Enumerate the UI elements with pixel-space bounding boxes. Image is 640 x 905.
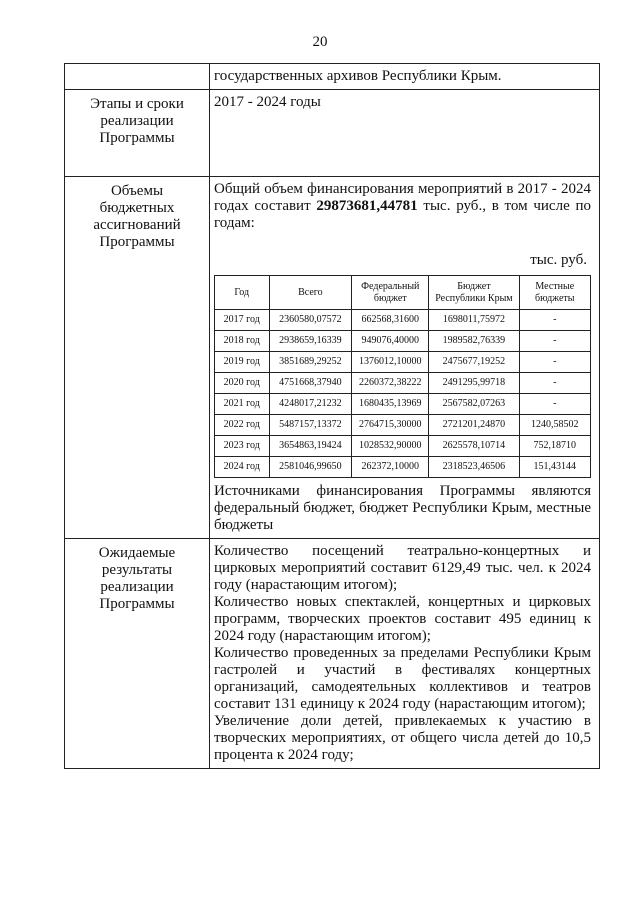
stages-label: Этапы и сроки реализации Программы <box>65 90 210 177</box>
year-cell: 2023 год <box>215 436 270 457</box>
budget-intro-after: тыс. руб., в том числе по годам: <box>214 198 592 231</box>
financing-row <box>215 415 591 436</box>
republic-cell: 1989582,76339 <box>429 331 519 352</box>
financing-header-row <box>215 276 591 310</box>
federal-cell: 262372,10000 <box>352 457 429 478</box>
republic-cell: 2491295,99718 <box>429 373 519 394</box>
program-passport-table <box>64 63 600 769</box>
header-federal: Федеральный бюджет <box>352 276 429 310</box>
budget-total: 29873681,44781 <box>316 198 418 214</box>
year-cell: 2021 год <box>215 394 270 415</box>
row-stages <box>65 90 600 177</box>
stages-value: 2017 - 2024 годы <box>210 90 600 177</box>
federal-cell: 2764715,30000 <box>352 415 429 436</box>
total-cell: 3654863,19424 <box>269 436 352 457</box>
financing-by-year-table <box>214 275 591 478</box>
total-cell: 4248017,21232 <box>269 394 352 415</box>
local-cell: - <box>519 331 590 352</box>
local-cell: 752,18710 <box>519 436 590 457</box>
year-cell: 2022 год <box>215 415 270 436</box>
federal-cell: 2260372,38222 <box>352 373 429 394</box>
financing-row <box>215 331 591 352</box>
local-cell: 151,43144 <box>519 457 590 478</box>
budget-intro <box>214 181 591 232</box>
federal-cell: 1680435,13969 <box>352 394 429 415</box>
local-cell: - <box>519 373 590 394</box>
financing-row <box>215 352 591 373</box>
header-local: Местные бюджеты <box>519 276 590 310</box>
header-republic: Бюджет Республики Крым <box>429 276 519 310</box>
local-cell: - <box>519 310 590 331</box>
federal-cell: 1376012,10000 <box>352 352 429 373</box>
total-cell: 4751668,37940 <box>269 373 352 394</box>
financing-row <box>215 457 591 478</box>
results-label: Ожидаемые результаты реализации Программы <box>65 539 210 769</box>
page-number: 20 <box>312 34 328 50</box>
federal-cell: 662568,31600 <box>352 310 429 331</box>
budget-cell <box>210 177 600 539</box>
total-cell: 3851689,29252 <box>269 352 352 373</box>
financing-row <box>215 436 591 457</box>
result-item: Количество проведенных за пределами Республики Крым гастролей и участий в фестивалях концертных организаций, самодеятельных коллективов и театров составит 131 единицу к 2024 году (нарастающим итогом); <box>214 645 591 712</box>
total-cell: 2360580,07572 <box>269 310 352 331</box>
header-year: Год <box>215 276 270 310</box>
budget-label: Объемы бюджетных ассигнований Программы <box>65 177 210 539</box>
republic-cell: 2567582,07263 <box>429 394 519 415</box>
results-cell <box>210 539 600 769</box>
result-item: Количество новых спектаклей, концертных и цирковых программ, творческих проектов составит 495 единиц к 2024 году (нарастающим итогом); <box>214 594 591 644</box>
budget-intro-before: Общий объем финансирования мероприятий в 2017 - 2024 годах составит <box>214 181 591 214</box>
total-cell: 5487157,13372 <box>269 415 352 436</box>
row-results <box>65 539 600 769</box>
federal-cell: 1028532,90000 <box>352 436 429 457</box>
republic-cell: 2721201,24870 <box>429 415 519 436</box>
financing-row <box>215 310 591 331</box>
financing-row <box>215 394 591 415</box>
result-item: Увеличение доли детей, привлекаемых к участию в творческих мероприятиях, от общего числа детей до 10,5 процента к 2024 году; <box>214 713 591 763</box>
total-cell: 2581046,99650 <box>269 457 352 478</box>
total-cell: 2938659,16339 <box>269 331 352 352</box>
local-cell: 1240,58502 <box>519 415 590 436</box>
row-archives-label-cell <box>65 64 210 90</box>
budget-unit: тыс. руб. <box>530 252 587 268</box>
year-cell: 2019 год <box>215 352 270 373</box>
republic-cell: 1698011,75972 <box>429 310 519 331</box>
local-cell: - <box>519 352 590 373</box>
result-item: Количество посещений театрально-концертных и цирковых мероприятий составит 6129,49 тыс. чел. к 2024 году (нарастающим итогом); <box>214 543 591 593</box>
local-cell: - <box>519 394 590 415</box>
financing-row <box>215 373 591 394</box>
republic-cell: 2625578,10714 <box>429 436 519 457</box>
year-cell: 2017 год <box>215 310 270 331</box>
year-cell: 2018 год <box>215 331 270 352</box>
row-archives-value: государственных архивов Республики Крым. <box>210 64 600 90</box>
financing-sources: Источниками финансирования Программы являются федеральный бюджет, бюджет Республики Крым, местные бюджеты <box>214 483 591 533</box>
federal-cell: 949076,40000 <box>352 331 429 352</box>
republic-cell: 2318523,46506 <box>429 457 519 478</box>
year-cell: 2024 год <box>215 457 270 478</box>
republic-cell: 2475677,19252 <box>429 352 519 373</box>
year-cell: 2020 год <box>215 373 270 394</box>
row-budget <box>65 177 600 539</box>
row-archives <box>65 64 600 90</box>
header-total: Всего <box>269 276 352 310</box>
